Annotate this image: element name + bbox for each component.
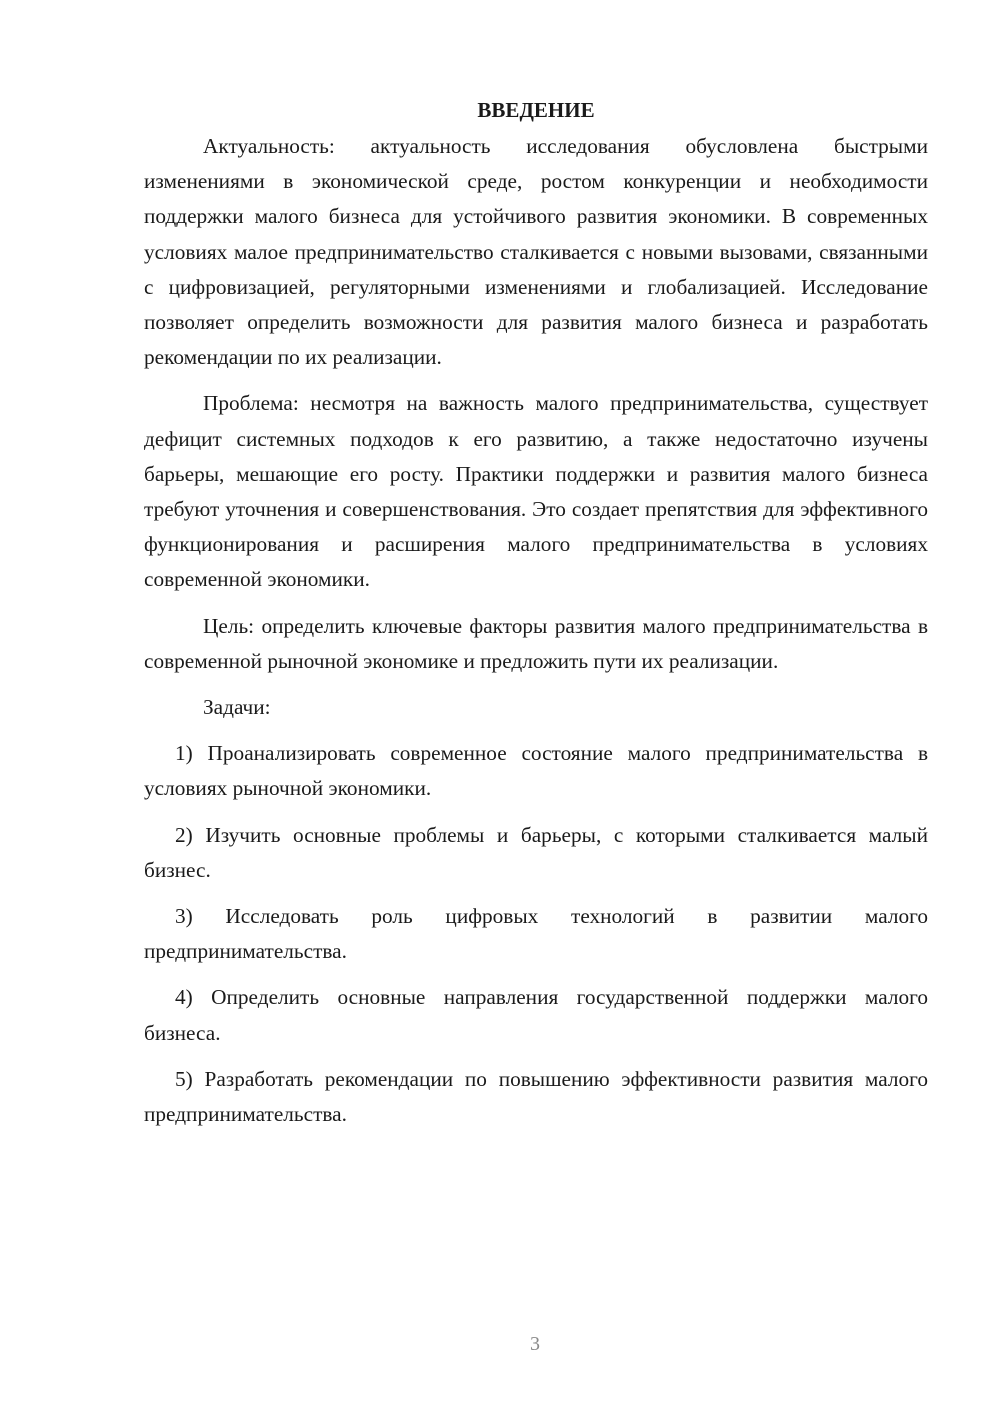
task-item-3: 3) Исследовать роль цифровых технологий в развитии малого предпринимательства. bbox=[144, 904, 928, 964]
page-number: 3 bbox=[530, 1333, 540, 1355]
paragraph-problem: Проблема: несмотря на важность малого предпринимательства, существует дефицит системных подходов к его развитию, а также недостаточно изучены барьеры, мешающие его росту. Практики поддержки и развития малого бизнеса требуют уточнения и совершенствования. Это создает препятствия для эффективного функционирования и расширения малого предпринимательства в условиях современной экономики. bbox=[144, 391, 928, 592]
task-item-5: 5) Разработать рекомендации по повышению эффективности развития малого предпринимательства. bbox=[144, 1066, 928, 1127]
task-item-2: 2) Изучить основные проблемы и барьеры, с которыми сталкивается малый бизнес. bbox=[144, 822, 928, 882]
section-title: ВВЕДЕНИЕ bbox=[477, 98, 595, 122]
task-item-1: 1) Проанализировать современное состояние малого предпринимательства в условиях рыночной экономики. bbox=[144, 741, 928, 801]
paragraph-tasks-heading: Задачи: bbox=[203, 695, 271, 720]
document-page bbox=[144, 95, 928, 1143]
task-item-4: 4) Определить основные направления государственной поддержки малого бизнеса. bbox=[144, 985, 928, 1045]
paragraph-relevance: Актуальность: актуальность исследования обусловлена быстрыми изменениями в экономической среде, ростом конкуренции и необходимости поддержки малого бизнеса для устойчивого развития экономики. В современных условиях малое предпринимательство сталкивается с новыми вызовами, связанными с цифровизацией, регуляторными изменениями и глобализацией. Исследование позволяет определить возможности для развития малого бизнеса и разработать рекомендации по их реализации. bbox=[144, 134, 928, 370]
paragraph-goal: Цель: определить ключевые факторы развития малого предпринимательства в современной рыночной экономике и предложить пути их реализации. bbox=[144, 613, 928, 673]
